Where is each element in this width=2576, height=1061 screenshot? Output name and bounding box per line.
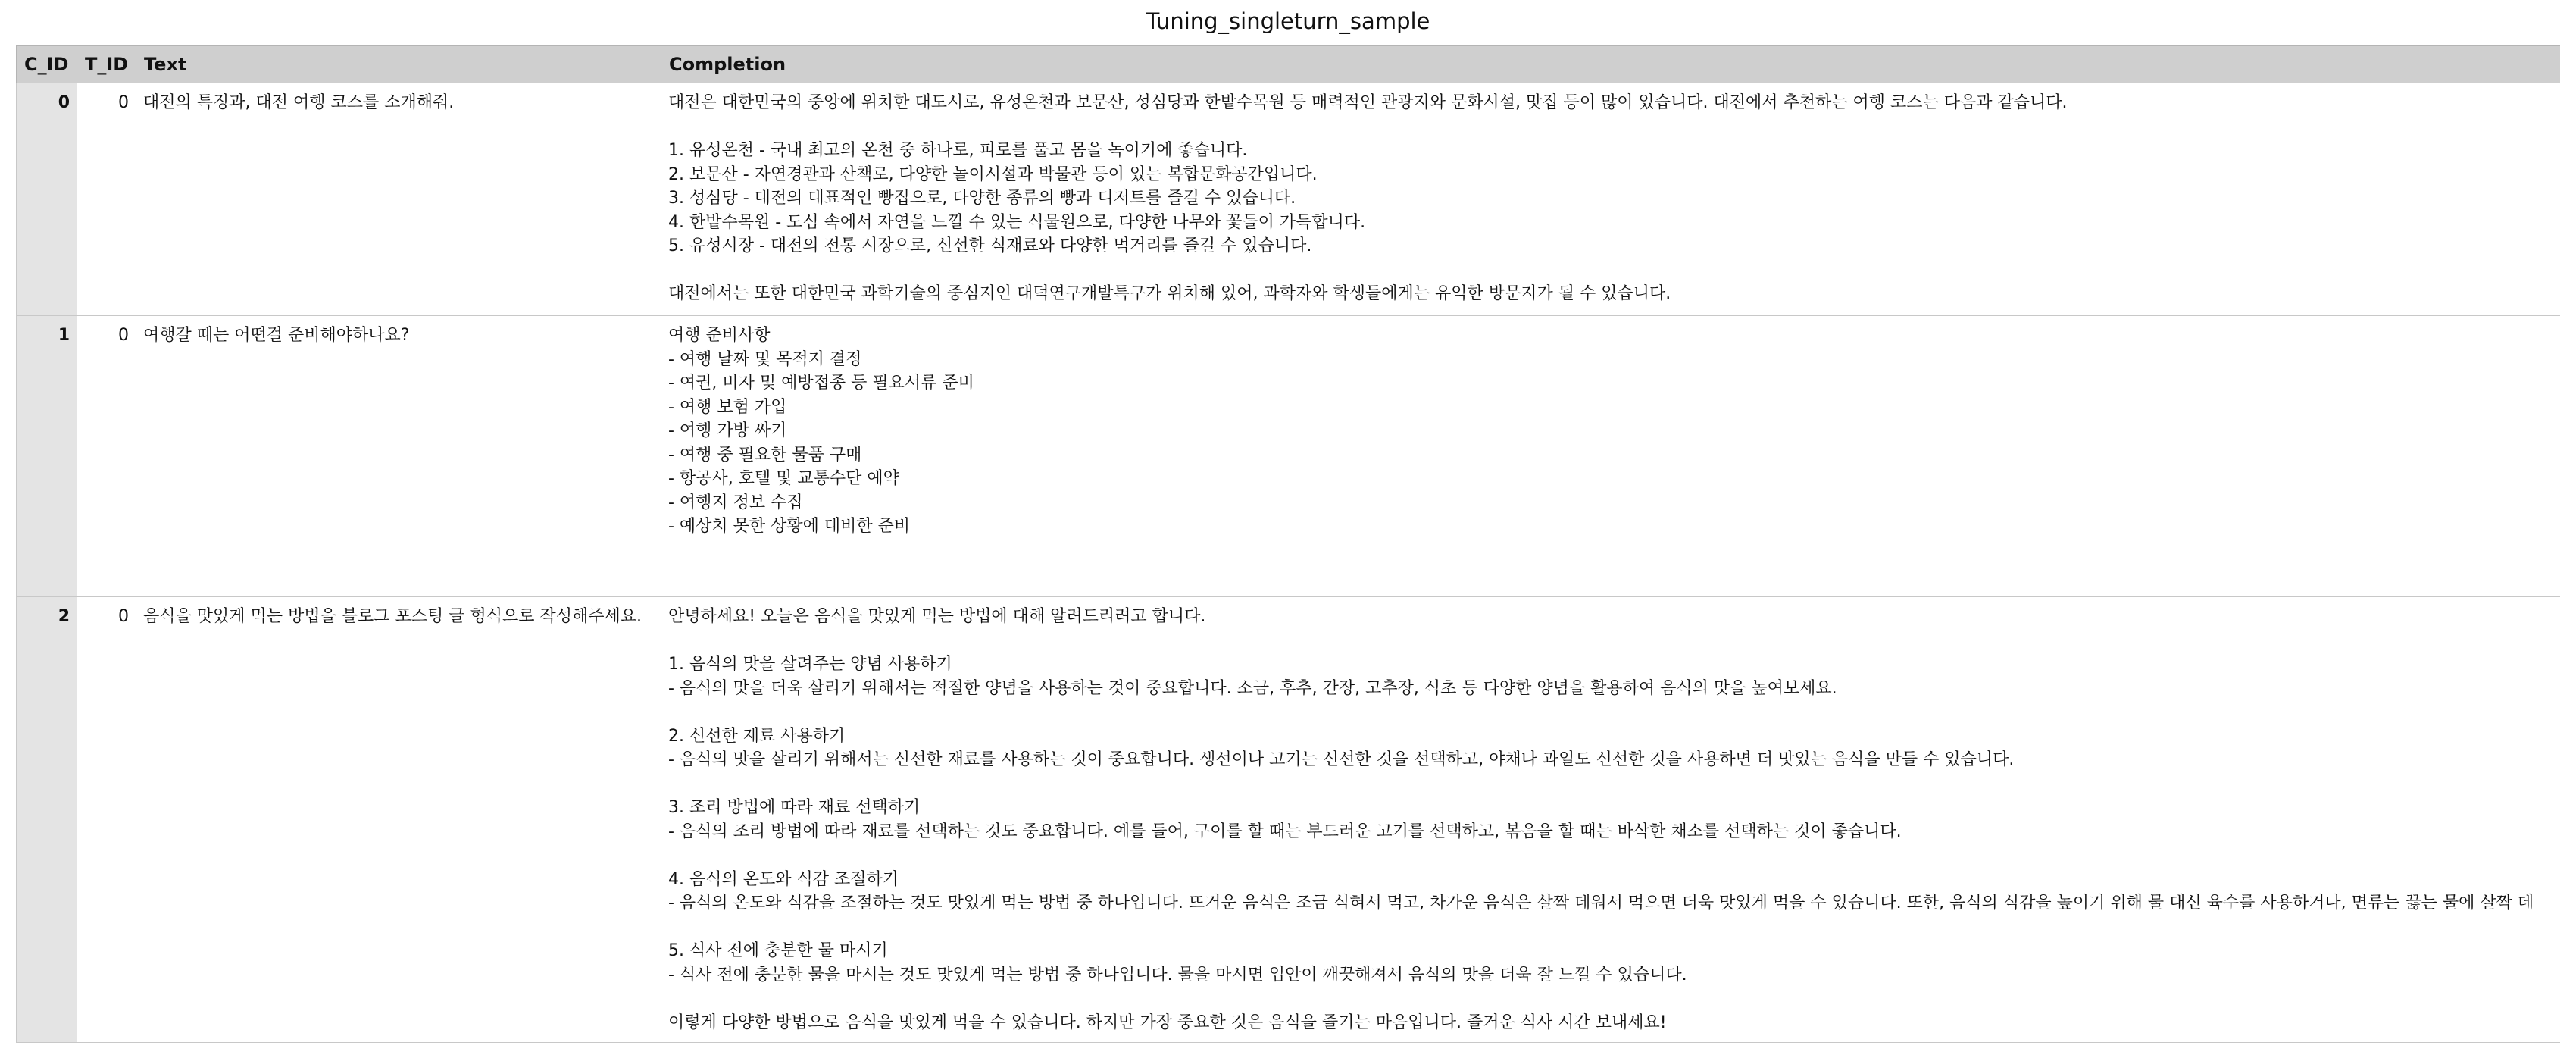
cell-cid[interactable]: 2 — [17, 597, 77, 1043]
cell-text[interactable]: 여행갈 때는 어떤걸 준비해야하나요? — [136, 316, 661, 597]
column-header-cid[interactable]: C_ID — [17, 46, 77, 83]
table-row — [17, 316, 2561, 597]
spreadsheet-table — [16, 45, 2560, 1043]
header-row — [17, 46, 2561, 83]
cell-completion[interactable]: 여행 준비사항 - 여행 날짜 및 목적지 결정 - 여권, 비자 및 예방접종 등 필요서류 준비 - 여행 보험 가입 - 여행 가방 싸기 - 여행 중 필요한 물품 구매 - 항공사, 호텔 및 교통수단 예약 - 여행지 정보 수집 - 예상치 못한 상황에 대비한 준비 — [661, 316, 2561, 597]
column-header-tid[interactable]: T_ID — [77, 46, 136, 83]
cell-completion[interactable]: 안녕하세요! 오늘은 음식을 맛있게 먹는 방법에 대해 알려드리려고 합니다. 1. 음식의 맛을 살려주는 양념 사용하기 - 음식의 맛을 더욱 살리기 위해서는 적절한 양념을 사용하는 것이 중요합니다. 소금, 후추, 간장, 고추장, 식초 등 다양한 양념을 활용하여 음식의 맛을 높여보세요. 2. 신선한 재료 사용하기 - 음식의 맛을 살리기 위해서는 신선한 재료를 사용하는 것이 중요합니다. 생선이나 고기는 신선한 것을 선택하고, 야채나 과일도 신선한 것을 사용하면 더 맛있는 음식을 만들 수 있습니다. 3. 조리 방법에 따라 재료 선택하기 - 음식의 조리 방법에 따라 재료를 선택하는 것도 중요합니다. 예를 들어, 구이를 할 때는 부드러운 고기를 선택하고, 볶음을 할 때는 바삭한 채소를 선택하는 것이 좋습니다. 4. 음식의 온도와 식감 조절하기 - 음식의 온도와 식감을 조절하는 것도 맛있게 먹는 방법 중 하나입니다. 뜨거운 음식은 조금 식혀서 먹고, 차가운 음식은 살짝 데워서 먹으면 더욱 맛있게 먹을 수 있습니다. 또한, 음식의 식감을 높이기 위해 물 대신 육수를 사용하거나, 면류는 끓는 물에 살짝 데 5. 식사 전에 충분한 물 마시기 - 식사 전에 충분한 물을 마시는 것도 맛있게 먹는 방법 중 하나입니다. 물을 마시면 입안이 깨끗해져서 음식의 맛을 더욱 잘 느낄 수 있습니다. 이렇게 다양한 방법으로 음식을 맛있게 먹을 수 있습니다. 하지만 가장 중요한 것은 음식을 즐기는 마음입니다. 즐거운 식사 시간 보내세요! — [661, 597, 2561, 1043]
cell-completion[interactable]: 대전은 대한민국의 중앙에 위치한 대도시로, 유성온천과 보문산, 성심당과 한밭수목원 등 매력적인 관광지와 문화시설, 맛집 등이 많이 있습니다. 대전에서 추천하는 여행 코스는 다음과 같습니다. 1. 유성온천 - 국내 최고의 온천 중 하나로, 피로를 풀고 몸을 녹이기에 좋습니다. 2. 보문산 - 자연경관과 산책로, 다양한 놀이시설과 박물관 등이 있는 복합문화공간입니다. 3. 성심당 - 대전의 대표적인 빵집으로, 다양한 종류의 빵과 디저트를 즐길 수 있습니다. 4. 한밭수목원 - 도심 속에서 자연을 느낄 수 있는 식물원으로, 다양한 나무와 꽃들이 가득합니다. 5. 유성시장 - 대전의 전통 시장으로, 신선한 식재료와 다양한 먹거리를 즐길 수 있습니다. 대전에서는 또한 대한민국 과학기술의 중심지인 대덕연구개발특구가 위치해 있어, 과학자와 학생들에게는 유익한 방문지가 될 수 있습니다. — [661, 83, 2561, 316]
cell-text[interactable]: 음식을 맛있게 먹는 방법을 블로그 포스팅 글 형식으로 작성해주세요. — [136, 597, 661, 1043]
cell-tid[interactable]: 0 — [77, 597, 136, 1043]
column-header-completion[interactable]: Completion — [661, 46, 2561, 83]
cell-tid[interactable]: 0 — [77, 83, 136, 316]
cell-cid[interactable]: 1 — [17, 316, 77, 597]
table-row — [17, 597, 2561, 1043]
cell-tid[interactable]: 0 — [77, 316, 136, 597]
spreadsheet-table-container — [16, 45, 2560, 1044]
cell-cid[interactable]: 0 — [17, 83, 77, 316]
table-row — [17, 83, 2561, 316]
cell-text[interactable]: 대전의 특징과, 대전 여행 코스를 소개해줘. — [136, 83, 661, 316]
table-body — [17, 83, 2561, 1043]
column-header-text[interactable]: Text — [136, 46, 661, 83]
table-header — [17, 46, 2561, 83]
sheet-title: Tuning_singleturn_sample — [1146, 8, 1430, 34]
